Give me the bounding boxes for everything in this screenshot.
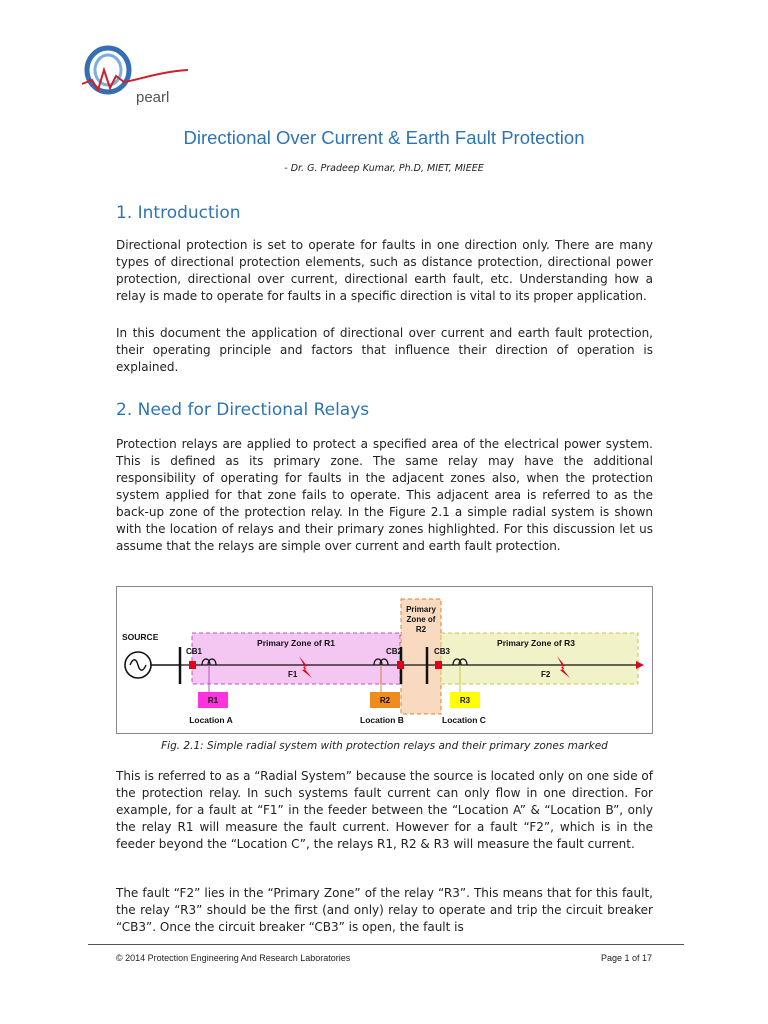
zone-r2-label-line1: Primary xyxy=(406,605,436,614)
location-b: Location B xyxy=(360,715,404,725)
author-line: - Dr. G. Pradeep Kumar, Ph.D, MIET, MIEEE xyxy=(284,163,484,174)
paragraph: The fault “F2” lies in the “Primary Zone” of the relay “R3”. This means that for this fault, the relay “R3” should be the first (and only) relay to operate and trip the circuit breaker “CB3”. Once the circuit breaker “CB3” is open, the fault is xyxy=(116,886,653,934)
breaker-label-cb3: CB3 xyxy=(434,647,451,656)
footer-copyright: © 2014 Protection Engineering And Research Laboratories xyxy=(116,953,351,963)
source-label: SOURCE xyxy=(122,632,159,642)
breaker-cb1 xyxy=(189,661,196,669)
breaker-cb3 xyxy=(435,661,442,669)
breaker-label-cb1: CB1 xyxy=(186,647,203,656)
pearl-logo xyxy=(78,40,198,112)
zone-r1-label: Primary Zone of R1 xyxy=(257,638,335,648)
relay-label-r1: R1 xyxy=(207,696,219,705)
fault-label-f1: F1 xyxy=(288,670,298,679)
paragraph: This is referred to as a “Radial System” because the source is located only on one side of the protection relay. In such systems fault current can only flow in one direction. For example, for a fault at “F1” in the feeder between the “Location A” & “Location B”, only the relay R1 will measure the fault current. However for a fault “F2”, which is in the feeder beyond the “Location C”, the relays R1, R2 & R3 will measure the fault current. xyxy=(116,769,653,851)
relay-label-r2: R2 xyxy=(379,696,391,705)
location-c: Location C xyxy=(442,715,486,725)
paragraph: In this document the application of directional over current and earth fault protection, their operating principle and factors that influence their direction of operation is explained. xyxy=(116,326,653,374)
breaker-cb2 xyxy=(397,661,404,669)
radial-system-figure xyxy=(116,586,653,734)
footer-divider xyxy=(88,944,684,945)
section-heading-introduction: 1. Introduction xyxy=(116,203,241,223)
zone-r2-label-line3: R2 xyxy=(415,625,427,634)
paragraph: Directional protection is set to operate for faults in one direction only. There are many types of directional protection elements, such as distance protection, directional power protection, directional over current, directional earth fault, etc. Understanding how a relay is made to operate for faults in a specific direction is vital to its proper application. xyxy=(116,238,653,303)
zone-r2-label-line2: Zone of xyxy=(406,615,436,624)
figure-caption: Fig. 2.1: Simple radial system with protection relays and their primary zones marked xyxy=(161,740,608,752)
breaker-label-cb2: CB2 xyxy=(386,647,403,656)
paragraph: Protection relays are applied to protect a specified area of the electrical power system. This is defined as its primary zone. The same relay may have the additional responsibility of operating for faults in the adjacent zones also, when the protection system applied for that zone fails to operate. This adjacent area is referred to as the back-up zone of the protection relay. In the Figure 2.1 a simple radial system is shown with the location of relays and their primary zones highlighted. For this discussion let us assume that the relays are simple over current and earth fault protection. xyxy=(116,437,653,553)
footer-page-number: Page 1 of 17 xyxy=(600,953,652,963)
section-heading-directional-relays: 2. Need for Directional Relays xyxy=(116,400,370,420)
relay-label-r3: R3 xyxy=(459,696,471,705)
zone-r3-label: Primary Zone of R3 xyxy=(497,638,575,648)
fault-label-f2: F2 xyxy=(541,670,551,679)
document-title: Directional Over Current & Earth Fault Protection xyxy=(183,127,585,148)
location-a: Location A xyxy=(189,715,233,725)
logo-text: pearl xyxy=(136,89,170,106)
